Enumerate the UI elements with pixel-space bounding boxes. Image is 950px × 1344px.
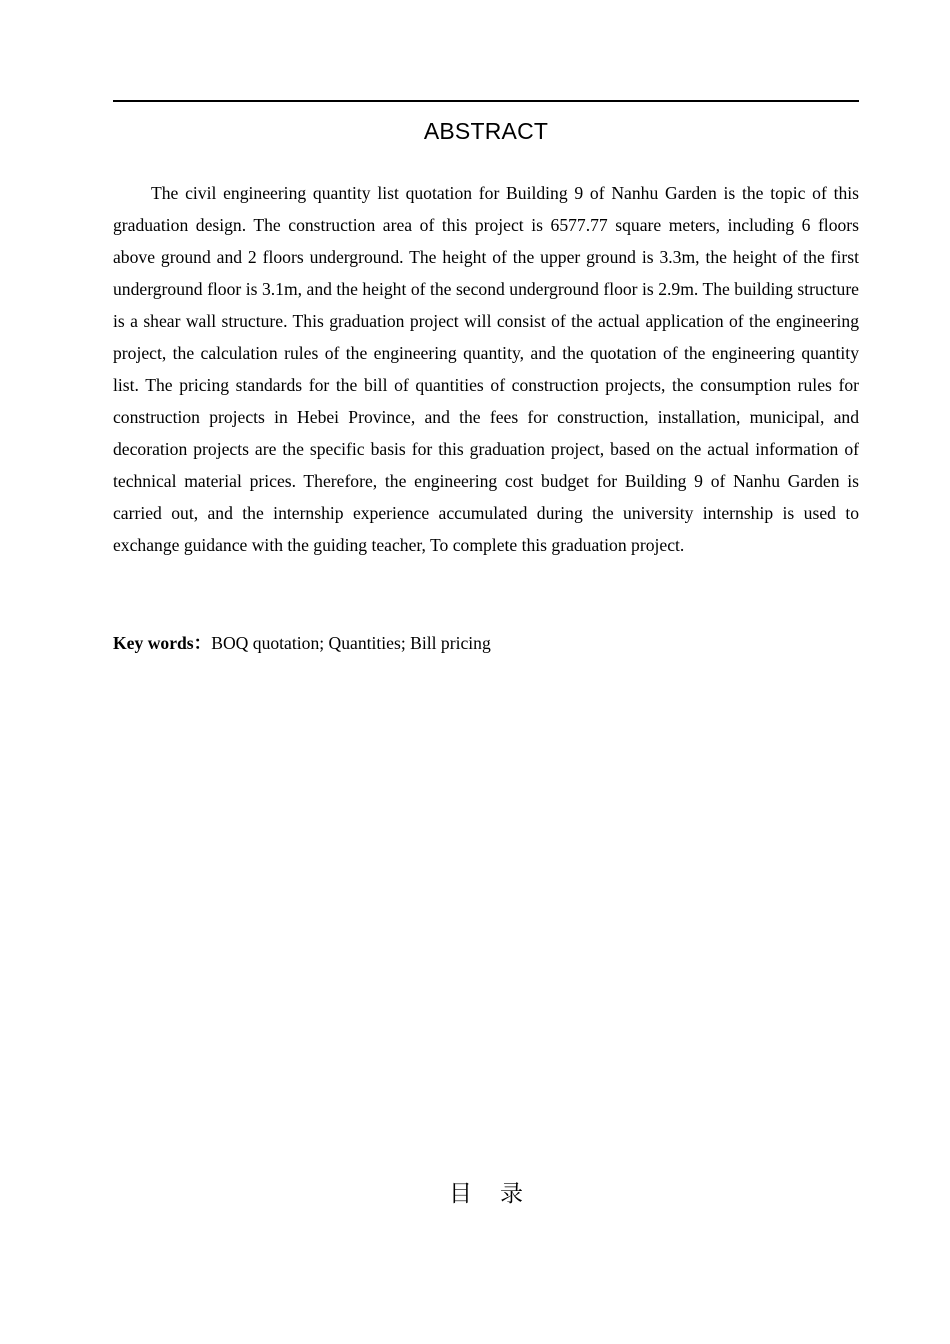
keywords-label: Key words： <box>113 633 212 653</box>
header-rule <box>113 100 859 102</box>
keywords-line <box>113 627 859 659</box>
abstract-heading: ABSTRACT <box>423 118 549 144</box>
keywords-value: BOQ quotation; Quantities; Bill pricing <box>211 633 491 653</box>
table-of-contents-heading: 目录 <box>449 1181 551 1207</box>
abstract-body: The civil engineering quantity list quotation for Building 9 of Nanhu Garden is the topic of this graduation design. The construction area of this project is 6577.77 square meters, including 6 floors above ground and 2 floors underground. The height of the upper ground is 3.3m, the height of the first underground floor is 3.1m, and the height of the second underground floor is 2.9m. The building structure is a shear wall structure. This graduation project will consist of the actual application of the engineering project, the calculation rules of the engineering quantity, and the quotation of the engineering quantity list. The pricing standards for the bill of quantities of construction projects, the consumption rules for construction projects in Hebei Province, and the fees for construction, installation, municipal, and decoration projects are the specific basis for this graduation project, based on the actual information of technical material prices. Therefore, the engineering cost budget for Building 9 of Nanhu Garden is carried out, and the internship experience accumulated during the university internship is used to exchange guidance with the guiding teacher, To complete this graduation project. <box>113 183 859 555</box>
